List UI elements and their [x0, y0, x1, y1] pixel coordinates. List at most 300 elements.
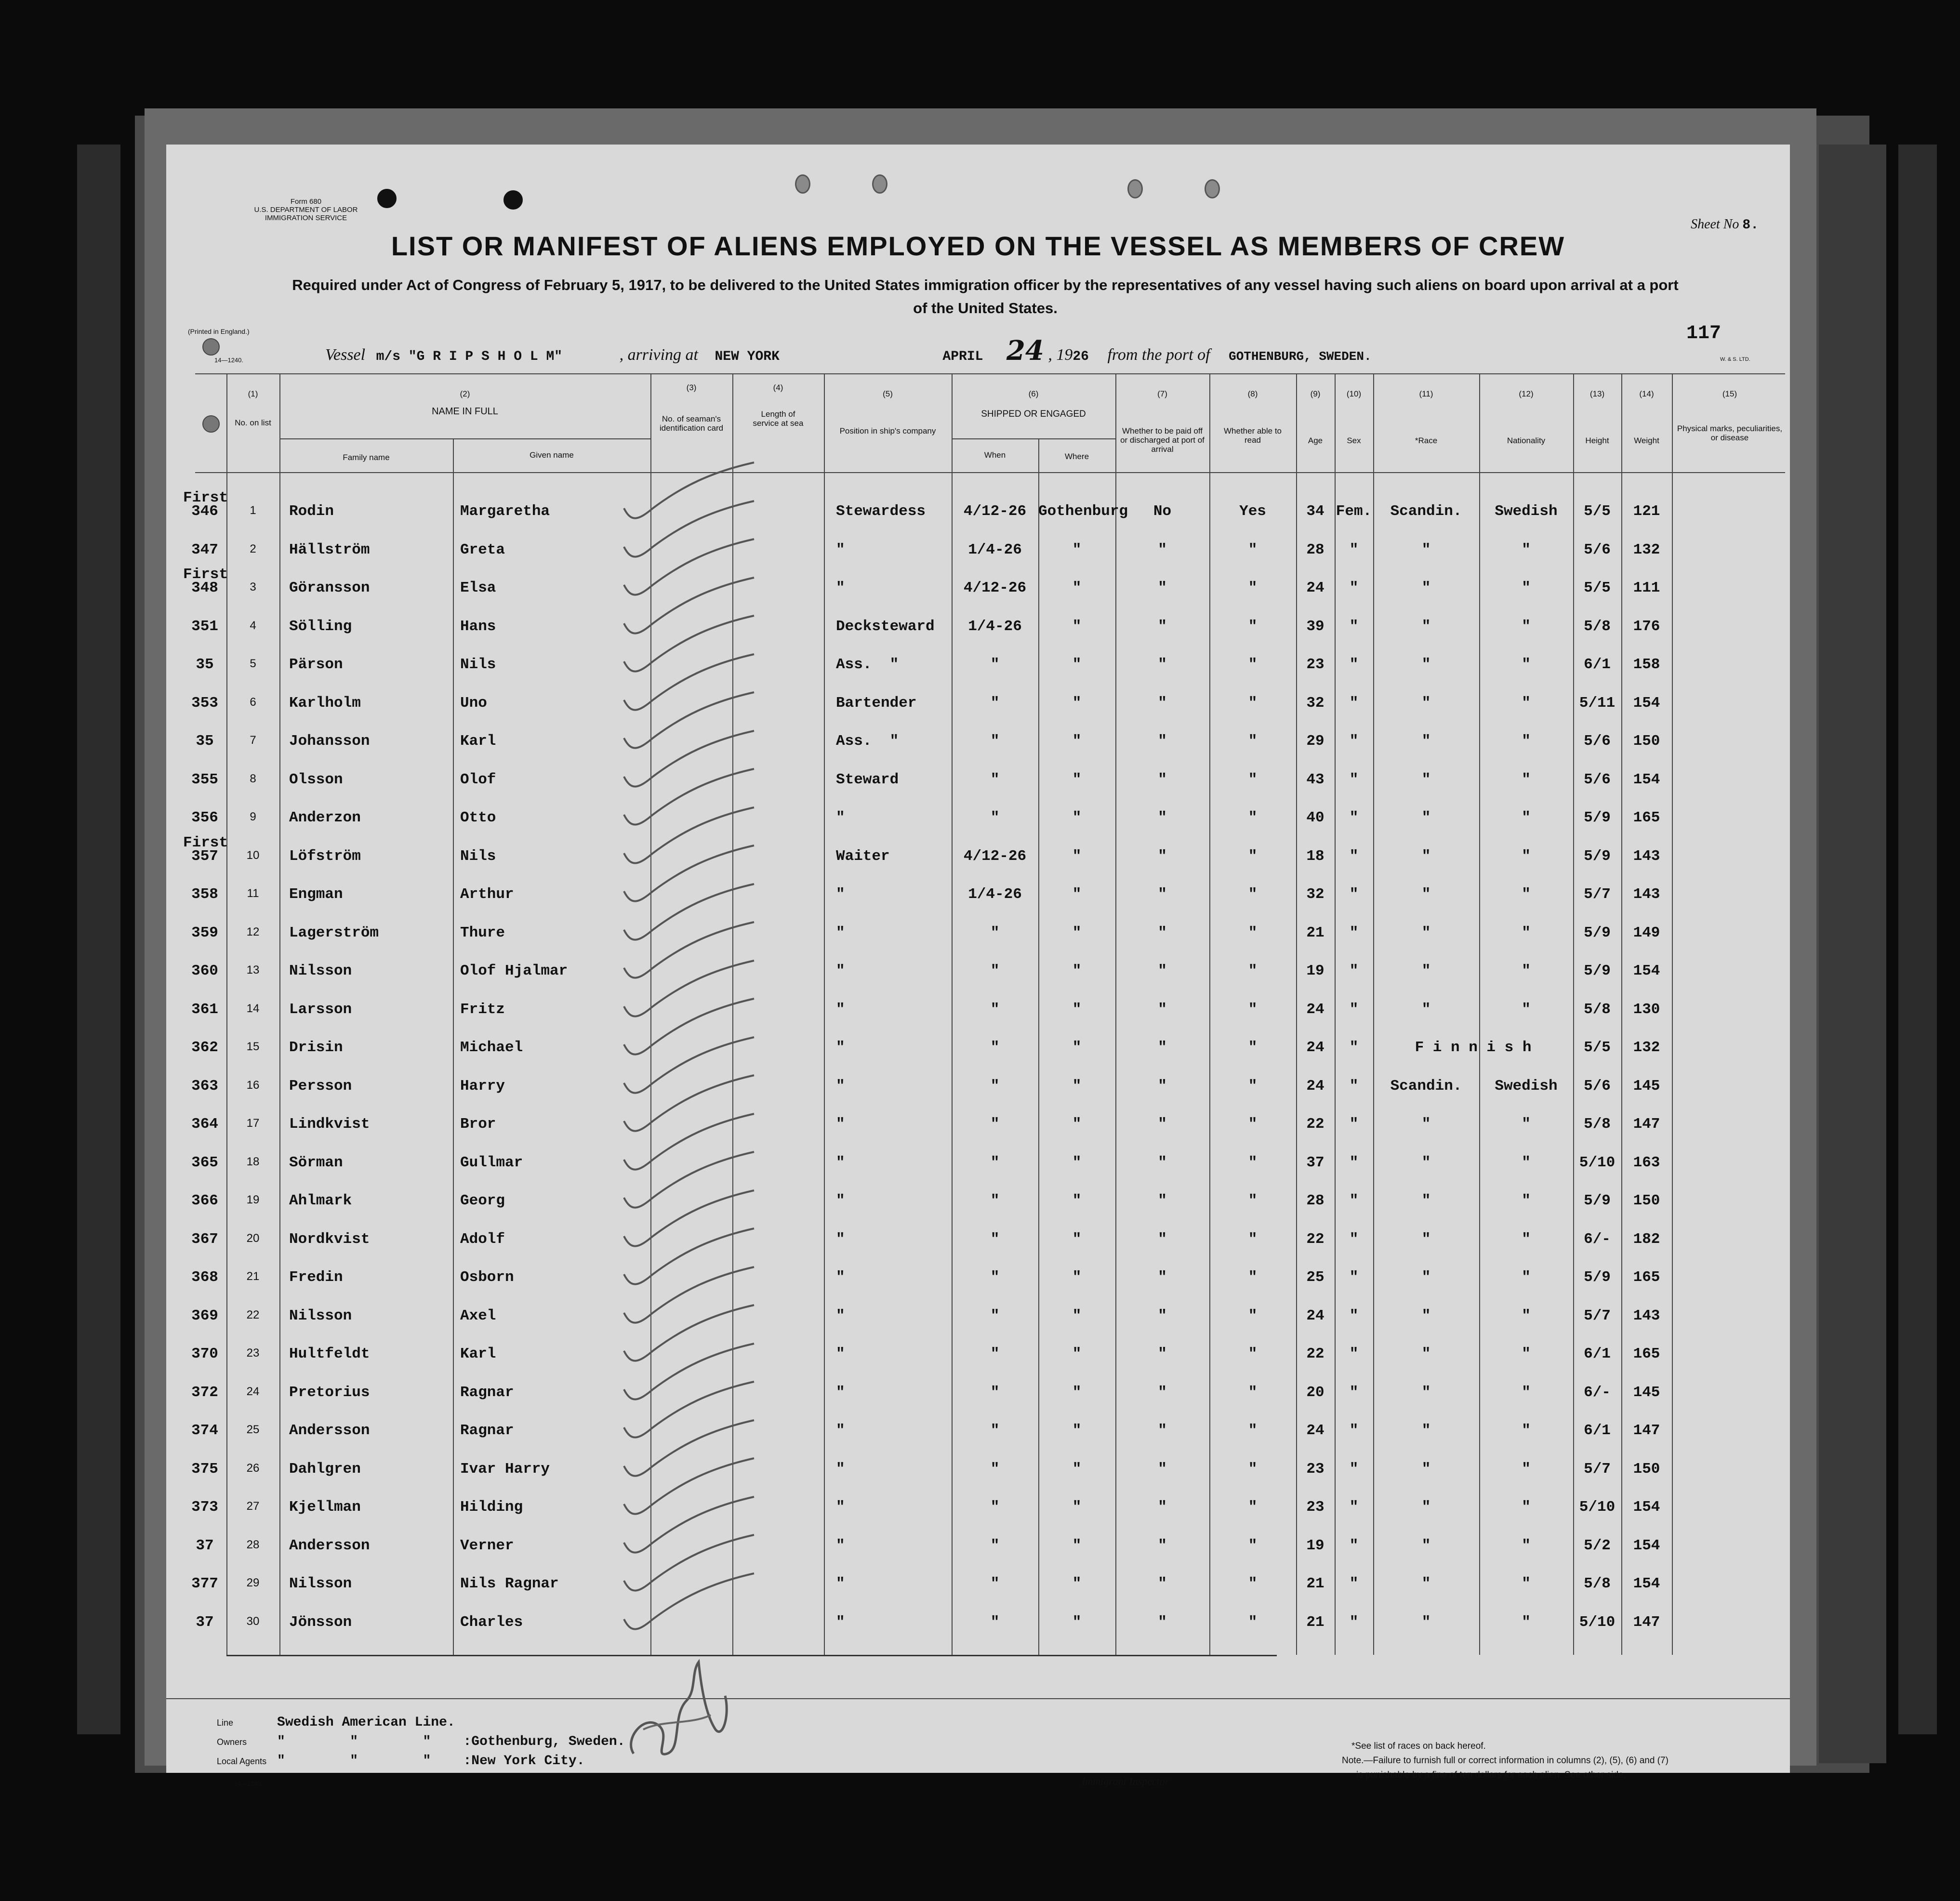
nationality: " — [1522, 1154, 1531, 1171]
agents-value: " " " :New York City. — [277, 1754, 585, 1769]
sex: " — [1349, 1460, 1359, 1478]
age: 19 — [1306, 963, 1324, 979]
card-number: 37 — [196, 1537, 214, 1554]
col-num: (15) — [1722, 389, 1737, 398]
nationality: " — [1522, 1613, 1531, 1631]
col-num: (12) — [1519, 389, 1534, 398]
paid-off: No — [1153, 503, 1172, 520]
header-no-on-list: No. on list — [235, 418, 271, 427]
card-number: 356 — [191, 809, 218, 826]
arriving-label: , arriving at — [619, 346, 698, 364]
nationality: " — [1522, 733, 1531, 750]
position: " — [836, 963, 845, 979]
race: " — [1421, 656, 1431, 673]
race: " — [1421, 847, 1431, 865]
col-num: (4) — [773, 383, 783, 392]
shipped-when: " — [990, 1537, 1000, 1554]
shipped-where: " — [1072, 1613, 1082, 1631]
line-label: Line — [217, 1718, 234, 1728]
position: " — [836, 1460, 845, 1478]
punch-hole — [1127, 179, 1143, 198]
shipped-where: " — [1072, 541, 1082, 558]
race: " — [1421, 733, 1431, 750]
able-to-read: " — [1248, 963, 1258, 979]
card-number: 373 — [191, 1499, 218, 1516]
card-number: 372 — [191, 1384, 218, 1401]
able-to-read: " — [1248, 771, 1258, 788]
given-name: Nils — [460, 656, 496, 673]
check-mark — [614, 1573, 759, 1641]
able-to-read: " — [1248, 1001, 1258, 1018]
shipped-when: 1/4-26 — [968, 541, 1022, 558]
card-number: 346 — [191, 503, 218, 520]
shipped-when: 1/4-26 — [968, 886, 1022, 903]
list-number: 2 — [250, 542, 256, 555]
card-number: 353 — [191, 694, 218, 712]
paid-off: " — [1158, 541, 1167, 558]
sex: " — [1349, 1346, 1359, 1362]
year-suffix: 26 — [1073, 349, 1089, 364]
list-number: 29 — [246, 1576, 260, 1589]
line-value: Swedish American Line. — [277, 1715, 455, 1730]
list-number: 16 — [246, 1078, 260, 1092]
given-name: Greta — [460, 541, 505, 558]
col-num: (5) — [883, 389, 893, 398]
height: 5/9 — [1584, 809, 1611, 826]
sex: " — [1349, 1077, 1359, 1095]
shipped-when: 4/12-26 — [963, 847, 1027, 865]
height: 5/10 — [1579, 1613, 1616, 1631]
shipped-when: " — [990, 694, 1000, 712]
weight: 154 — [1633, 694, 1660, 712]
family-name: Johansson — [289, 733, 370, 750]
paid-off: " — [1158, 1613, 1167, 1631]
race: " — [1421, 618, 1431, 635]
age: 23 — [1306, 1460, 1324, 1478]
weight: 143 — [1633, 1307, 1660, 1324]
position: " — [836, 1154, 845, 1171]
paid-off: " — [1158, 1384, 1167, 1401]
shipped-where: Gothenburg — [1038, 503, 1128, 520]
position: " — [836, 1116, 845, 1133]
header-given-name: Given name — [530, 450, 574, 460]
adjacent-page-left — [77, 145, 120, 1734]
family-name: Pretorius — [289, 1384, 370, 1401]
family-name: Andersson — [289, 1537, 370, 1554]
weight: 165 — [1633, 1346, 1660, 1362]
list-number: 14 — [246, 1002, 260, 1015]
family-name: Engman — [289, 886, 343, 903]
able-to-read: " — [1248, 733, 1258, 750]
height: 6/1 — [1584, 656, 1611, 673]
list-number: 8 — [250, 772, 256, 785]
arrival-port: NEW YORK — [715, 349, 780, 364]
height: 5/6 — [1584, 541, 1611, 558]
height: 5/6 — [1584, 771, 1611, 788]
able-to-read: " — [1248, 1039, 1258, 1056]
nationality: " — [1522, 656, 1531, 673]
table-row — [166, 1564, 1790, 1601]
card-number: 367 — [191, 1230, 218, 1248]
family-name: Kjellman — [289, 1499, 361, 1516]
shipped-when: " — [990, 1613, 1000, 1631]
punch-hole — [503, 190, 523, 210]
sex: " — [1349, 809, 1359, 826]
list-number: 11 — [247, 887, 259, 900]
shipped-where: " — [1072, 1154, 1082, 1171]
agents-label: Local Agents — [217, 1756, 267, 1766]
position: " — [836, 1269, 845, 1286]
nationality: " — [1522, 1192, 1531, 1209]
height: 5/9 — [1584, 1269, 1611, 1286]
position: " — [836, 886, 845, 903]
family-name: Karlholm — [289, 694, 361, 712]
printer-mark: W. & S. LTD. — [1720, 356, 1750, 362]
list-number: 27 — [246, 1500, 260, 1513]
paid-off: " — [1158, 1537, 1167, 1554]
age: 21 — [1306, 1613, 1324, 1631]
list-number: 5 — [250, 657, 256, 670]
header-where: Where — [1064, 452, 1089, 461]
weight: 130 — [1633, 1001, 1660, 1018]
age: 24 — [1306, 580, 1324, 596]
shipped-when: " — [990, 656, 1000, 673]
paid-off: " — [1158, 733, 1167, 750]
given-name: Arthur — [460, 886, 514, 903]
table-row — [166, 990, 1790, 1027]
given-name: Karl — [460, 733, 496, 750]
nationality: " — [1522, 1116, 1531, 1133]
sex: " — [1349, 656, 1359, 673]
sex: Fem. — [1336, 503, 1372, 520]
table-row — [166, 1526, 1790, 1563]
shipped-when: " — [990, 1001, 1000, 1018]
weight: 165 — [1633, 809, 1660, 826]
paid-off: " — [1158, 924, 1167, 941]
header-length-service: Length of service at sea — [753, 409, 804, 428]
table-row — [166, 1104, 1790, 1142]
nationality: " — [1522, 1422, 1531, 1439]
shipped-where: " — [1072, 809, 1082, 826]
age: 23 — [1306, 1499, 1324, 1516]
given-name: Osborn — [460, 1269, 514, 1286]
card-number: 377 — [191, 1575, 218, 1592]
given-name: Harry — [460, 1077, 505, 1095]
position: " — [836, 541, 845, 558]
department-name: U.S. DEPARTMENT OF LABOR — [254, 206, 358, 214]
card-number: 363 — [191, 1077, 218, 1095]
age: 40 — [1306, 809, 1324, 826]
list-number: 23 — [246, 1347, 260, 1360]
weight: 132 — [1633, 1039, 1660, 1056]
card-number: 359 — [191, 924, 218, 941]
weight: 132 — [1633, 541, 1660, 558]
paid-off: " — [1158, 1039, 1167, 1056]
shipped-where: " — [1072, 1230, 1082, 1248]
given-name: Michael — [460, 1039, 523, 1056]
card-number: 347 — [191, 541, 218, 558]
list-number: 7 — [250, 734, 256, 747]
header-family-name: Family name — [343, 453, 390, 462]
position: " — [836, 1384, 845, 1401]
shipped-where: " — [1072, 1422, 1082, 1439]
header-name-in-full: NAME IN FULL — [432, 406, 498, 417]
sex: " — [1349, 618, 1359, 635]
paid-off: " — [1158, 771, 1167, 788]
paid-off: " — [1158, 580, 1167, 596]
given-name: Elsa — [460, 580, 496, 596]
able-to-read: " — [1248, 618, 1258, 635]
table-row — [166, 568, 1790, 606]
sex: " — [1349, 1116, 1359, 1133]
weight: 143 — [1633, 847, 1660, 865]
col-num: (11) — [1419, 389, 1433, 398]
age: 28 — [1306, 541, 1324, 558]
shipped-where: " — [1072, 847, 1082, 865]
card-number: 357 — [191, 847, 218, 865]
race: " — [1421, 541, 1431, 558]
header-sex: Sex — [1347, 436, 1361, 445]
position: Ass. " — [836, 656, 899, 673]
position: " — [836, 809, 845, 826]
list-number: 18 — [246, 1155, 260, 1168]
able-to-read: " — [1248, 809, 1258, 826]
able-to-read: " — [1248, 656, 1258, 673]
shipped-subheader-rule — [952, 438, 1115, 439]
family-name: Rodin — [289, 503, 334, 520]
age: 43 — [1306, 771, 1324, 788]
list-number: 28 — [246, 1538, 260, 1551]
table-row — [166, 798, 1790, 835]
list-number: 13 — [246, 964, 260, 977]
given-name: Fritz — [460, 1001, 505, 1018]
able-to-read: " — [1248, 1575, 1258, 1592]
able-to-read: " — [1248, 1346, 1258, 1362]
age: 32 — [1306, 886, 1324, 903]
vessel-label: Vessel — [325, 346, 366, 364]
margin-note: First — [183, 566, 228, 583]
height: 5/5 — [1584, 580, 1611, 596]
sex: " — [1349, 1192, 1359, 1209]
age: 22 — [1306, 1346, 1324, 1362]
family-name: Jönsson — [289, 1613, 352, 1631]
table-row — [166, 1411, 1790, 1448]
family-name: Nilsson — [289, 1307, 352, 1324]
shipped-when: " — [990, 1384, 1000, 1401]
sheet-label: Sheet No — [1691, 217, 1739, 232]
family-name: Hällström — [289, 541, 370, 558]
sex: " — [1349, 1499, 1359, 1516]
age: 24 — [1306, 1307, 1324, 1324]
shipped-when: " — [990, 1077, 1000, 1095]
footer-code: 14—1240. — [234, 1780, 263, 1787]
position: " — [836, 1307, 845, 1324]
able-to-read: " — [1248, 1499, 1258, 1516]
age: 19 — [1306, 1537, 1324, 1554]
table-row — [166, 951, 1790, 989]
table-row — [166, 836, 1790, 874]
height: 5/8 — [1584, 618, 1611, 635]
col-num: (10) — [1346, 389, 1362, 398]
header-nationality: Nationality — [1507, 436, 1546, 445]
height: 5/5 — [1584, 1039, 1611, 1056]
able-to-read: " — [1248, 1154, 1258, 1171]
shipped-when: " — [990, 1575, 1000, 1592]
header-position: Position in ship's company — [839, 426, 936, 436]
table-row — [166, 1602, 1790, 1640]
family-name: Pärson — [289, 656, 343, 673]
list-number: 3 — [250, 581, 256, 594]
table-row — [166, 607, 1790, 644]
weight: 147 — [1633, 1116, 1660, 1133]
card-number: 375 — [191, 1460, 218, 1478]
race: F i n n i s h — [1415, 1039, 1532, 1056]
sex: " — [1349, 1307, 1359, 1324]
list-number: 22 — [246, 1308, 260, 1321]
height: 5/6 — [1584, 1077, 1611, 1095]
page-subtitle: Required under Act of Congress of February 5, 1917, to be delivered to the United States immigration officer by the representatives of any vessel having such aliens on board upon arrival at a port of the United States. — [292, 277, 1679, 317]
given-name: Charles — [460, 1613, 523, 1631]
paid-off: " — [1158, 886, 1167, 903]
nationality: " — [1522, 886, 1531, 903]
given-name: Hans — [460, 618, 496, 635]
nationality: " — [1522, 1384, 1531, 1401]
header-physical-marks: Physical marks, peculiarities, or disease — [1677, 424, 1783, 442]
weight: 143 — [1633, 886, 1660, 903]
paid-off: " — [1158, 1307, 1167, 1324]
race: " — [1421, 1154, 1431, 1171]
owners-label: Owners — [217, 1737, 247, 1747]
table-row — [166, 1028, 1790, 1065]
weight: 154 — [1633, 1499, 1660, 1516]
col-num: (3) — [686, 383, 697, 392]
nationality: " — [1522, 1537, 1531, 1554]
race: " — [1421, 809, 1431, 826]
shipped-where: " — [1072, 924, 1082, 941]
age: 18 — [1306, 847, 1324, 865]
age: 39 — [1306, 618, 1324, 635]
punch-hole — [795, 174, 810, 194]
shipped-when: " — [990, 1192, 1000, 1209]
card-number: 366 — [191, 1192, 218, 1209]
shipped-when: " — [990, 1460, 1000, 1478]
list-number: 26 — [246, 1461, 260, 1475]
shipped-where: " — [1072, 1307, 1082, 1324]
table-row — [166, 683, 1790, 721]
shipped-when: " — [990, 809, 1000, 826]
shipped-where: " — [1072, 1269, 1082, 1286]
paid-off: " — [1158, 1230, 1167, 1248]
table-row — [166, 721, 1790, 759]
given-name: Olof — [460, 771, 496, 788]
race: " — [1421, 886, 1431, 903]
shipped-when: " — [990, 1346, 1000, 1362]
shipped-when: " — [990, 1154, 1000, 1171]
paid-off: " — [1158, 963, 1167, 979]
position: " — [836, 1613, 845, 1631]
shipped-when: " — [990, 1116, 1000, 1133]
card-number: 35 — [196, 656, 214, 673]
shipped-where: " — [1072, 1346, 1082, 1362]
sex: " — [1349, 694, 1359, 712]
list-number: 12 — [246, 925, 260, 938]
family-name: Nordkvist — [289, 1230, 370, 1248]
nationality: Swedish — [1495, 1077, 1558, 1095]
sex: " — [1349, 1269, 1359, 1286]
race: " — [1421, 1537, 1431, 1554]
table-row — [166, 1334, 1790, 1372]
paid-off: " — [1158, 1346, 1167, 1362]
height: 5/11 — [1579, 694, 1616, 712]
owners-value: " " " :Gothenburg, Sweden. — [277, 1734, 625, 1749]
nationality: " — [1522, 580, 1531, 596]
family-name: Larsson — [289, 1001, 352, 1018]
family-name: Göransson — [289, 580, 370, 596]
given-name: Gullmar — [460, 1154, 523, 1171]
shipped-where: " — [1072, 886, 1082, 903]
paid-off: " — [1158, 1001, 1167, 1018]
shipped-where: " — [1072, 963, 1082, 979]
position: " — [836, 1230, 845, 1248]
family-name: Löfström — [289, 847, 361, 865]
height: 5/7 — [1584, 1307, 1611, 1324]
given-name: Thure — [460, 924, 505, 941]
height: 5/9 — [1584, 847, 1611, 865]
race: " — [1421, 1307, 1431, 1324]
race: " — [1421, 924, 1431, 941]
family-name: Ahlmark — [289, 1192, 352, 1209]
shipped-when: " — [990, 733, 1000, 750]
given-name: Verner — [460, 1537, 514, 1554]
shipped-where: " — [1072, 771, 1082, 788]
margin-note: First — [183, 489, 228, 506]
height: 5/7 — [1584, 886, 1611, 903]
paid-off: " — [1158, 1116, 1167, 1133]
card-number: 37 — [196, 1613, 214, 1631]
shipped-where: " — [1072, 733, 1082, 750]
col-num: (9) — [1310, 389, 1321, 398]
weight: 158 — [1633, 656, 1660, 673]
race-note: *See list of races on back hereof. — [1351, 1741, 1486, 1751]
weight: 176 — [1633, 618, 1660, 635]
table-row — [166, 491, 1790, 529]
table-row — [166, 1257, 1790, 1295]
table-row — [166, 1181, 1790, 1218]
age: 24 — [1306, 1001, 1324, 1018]
nationality: " — [1522, 847, 1531, 865]
height: 5/8 — [1584, 1001, 1611, 1018]
sex: " — [1349, 1422, 1359, 1439]
name-subheader-rule — [280, 438, 651, 439]
paid-off: " — [1158, 1077, 1167, 1095]
height: 5/9 — [1584, 1192, 1611, 1209]
height: 5/9 — [1584, 963, 1611, 979]
given-name: Margaretha — [460, 503, 550, 520]
shipped-when: " — [990, 1499, 1000, 1516]
header-age: Age — [1308, 436, 1323, 445]
inspector-signature — [614, 1643, 740, 1768]
given-name: Ivar Harry — [460, 1460, 550, 1478]
weight: 147 — [1633, 1422, 1660, 1439]
punch-hole — [1205, 179, 1220, 198]
age: 24 — [1306, 1077, 1324, 1095]
race: " — [1421, 1346, 1431, 1362]
col-num: (13) — [1589, 389, 1605, 398]
binding-hole — [202, 415, 220, 433]
position: " — [836, 1192, 845, 1209]
height: 6/- — [1584, 1384, 1611, 1401]
weight: 182 — [1633, 1230, 1660, 1248]
